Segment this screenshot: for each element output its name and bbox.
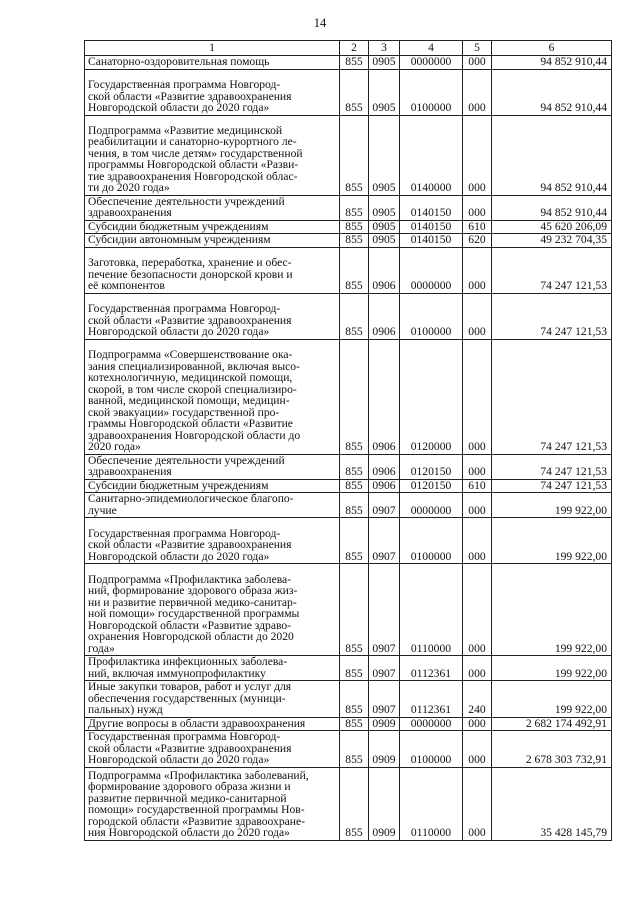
target-code-cell: 0112361 (400, 681, 463, 718)
table-row (85, 767, 612, 840)
amount-cell: 2 682 174 492,91 (492, 717, 612, 731)
expense-type-cell: 000 (463, 247, 492, 293)
row-name-cell: Государственная программа Новгород- ской области «Развитие здравоохранения Новгородской области до 2020 года» (85, 69, 340, 115)
ministry-code-cell: 855 (340, 681, 369, 718)
section-code-cell: 0906 (369, 479, 400, 493)
section-code-cell: 0906 (369, 293, 400, 339)
table-row (85, 115, 612, 195)
expense-type-cell: 610 (463, 479, 492, 493)
ministry-code-cell: 855 (340, 293, 369, 339)
amount-cell: 199 922,00 (492, 681, 612, 718)
expense-type-cell: 000 (463, 293, 492, 339)
target-code-cell: 0000000 (400, 56, 463, 70)
section-code-cell: 0905 (369, 69, 400, 115)
section-code-cell: 0909 (369, 731, 400, 768)
target-code-cell: 0000000 (400, 717, 463, 731)
target-code-cell: 0140150 (400, 234, 463, 248)
section-code-cell: 0906 (369, 454, 400, 479)
expense-type-cell: 000 (463, 69, 492, 115)
table-row (85, 564, 612, 656)
expense-type-cell: 000 (463, 493, 492, 518)
section-code-cell: 0906 (369, 339, 400, 454)
target-code-cell: 0140000 (400, 115, 463, 195)
expense-type-cell: 000 (463, 454, 492, 479)
target-code-cell: 0112361 (400, 656, 463, 681)
row-name-cell: Субсидии бюджетным учреждениям (85, 479, 340, 493)
target-code-cell: 0120150 (400, 454, 463, 479)
target-code-cell: 0120150 (400, 479, 463, 493)
amount-cell: 199 922,00 (492, 518, 612, 564)
table-row (85, 69, 612, 115)
section-code-cell: 0905 (369, 220, 400, 234)
row-name-cell: Санитарно-эпидемиологическое благопо- лучие (85, 493, 340, 518)
row-name-cell: Иные закупки товаров, работ и услуг для обеспечения государственных (муници- пальных) нужд (85, 681, 340, 718)
target-code-cell: 0110000 (400, 564, 463, 656)
ministry-code-cell: 855 (340, 220, 369, 234)
page-number: 14 (313, 16, 327, 30)
section-code-cell: 0907 (369, 493, 400, 518)
table-row (85, 234, 612, 248)
target-code-cell: 0000000 (400, 247, 463, 293)
table-row (85, 518, 612, 564)
table-row (85, 195, 612, 220)
target-code-cell: 0120000 (400, 339, 463, 454)
row-name-cell: Санаторно-оздоровительная помощь (85, 56, 340, 70)
section-code-cell: 0907 (369, 656, 400, 681)
section-code-cell: 0906 (369, 247, 400, 293)
section-code-cell: 0907 (369, 681, 400, 718)
amount-cell: 199 922,00 (492, 564, 612, 656)
ministry-code-cell: 855 (340, 493, 369, 518)
section-code-cell: 0909 (369, 717, 400, 731)
expense-type-cell: 620 (463, 234, 492, 248)
target-code-cell: 0100000 (400, 69, 463, 115)
ministry-code-cell: 855 (340, 479, 369, 493)
expense-type-cell: 000 (463, 656, 492, 681)
target-code-cell: 0100000 (400, 731, 463, 768)
header-cell: 3 (369, 41, 400, 56)
header-cell: 4 (400, 41, 463, 56)
amount-cell: 74 247 121,53 (492, 293, 612, 339)
amount-cell: 94 852 910,44 (492, 115, 612, 195)
table-row (85, 454, 612, 479)
section-code-cell: 0907 (369, 518, 400, 564)
target-code-cell: 0140150 (400, 220, 463, 234)
header-cell: 6 (492, 41, 612, 56)
amount-cell: 74 247 121,53 (492, 479, 612, 493)
table-row (85, 339, 612, 454)
row-name-cell: Государственная программа Новгород- ской области «Развитие здравоохранения Новгородской области до 2020 года» (85, 731, 340, 768)
target-code-cell: 0110000 (400, 767, 463, 840)
target-code-cell: 0000000 (400, 493, 463, 518)
amount-cell: 94 852 910,44 (492, 69, 612, 115)
ministry-code-cell: 855 (340, 339, 369, 454)
ministry-code-cell: 855 (340, 234, 369, 248)
table-row (85, 220, 612, 234)
row-name-cell: Подпрограмма «Развитие медицинской реабилитации и санаторно-курортного ле- чения, в том числе детям» государственной программы Новгородской области «Разви- тие здравоохранения Новгородской облас- ти до 2020 года» (85, 115, 340, 195)
table-header-row (85, 41, 612, 56)
amount-cell: 2 678 303 732,91 (492, 731, 612, 768)
ministry-code-cell: 855 (340, 56, 369, 70)
expense-type-cell: 610 (463, 220, 492, 234)
target-code-cell: 0100000 (400, 293, 463, 339)
row-name-cell: Обеспечение деятельности учреждений здравоохранения (85, 195, 340, 220)
ministry-code-cell: 855 (340, 656, 369, 681)
ministry-code-cell: 855 (340, 518, 369, 564)
amount-cell: 94 852 910,44 (492, 56, 612, 70)
amount-cell: 74 247 121,53 (492, 339, 612, 454)
amount-cell: 199 922,00 (492, 656, 612, 681)
target-code-cell: 0100000 (400, 518, 463, 564)
row-name-cell: Субсидии автономным учреждениям (85, 234, 340, 248)
target-code-cell: 0140150 (400, 195, 463, 220)
section-code-cell: 0909 (369, 767, 400, 840)
ministry-code-cell: 855 (340, 247, 369, 293)
row-name-cell: Подпрограмма «Совершенствование ока- зания специализированной, включая высо- котехнологичную, медицинской помощи, скорой, в том числе скорой специализиро- ванной, медицинской помощи, медицин- ской эвакуации» государственной про- граммы Новгородской области «Развитие здравоохранения Новгородской области до 2020 года» (85, 339, 340, 454)
header-cell: 5 (463, 41, 492, 56)
expense-type-cell: 000 (463, 339, 492, 454)
ministry-code-cell: 855 (340, 731, 369, 768)
table-row (85, 493, 612, 518)
section-code-cell: 0905 (369, 195, 400, 220)
ministry-code-cell: 855 (340, 454, 369, 479)
section-code-cell: 0905 (369, 56, 400, 70)
row-name-cell: Подпрограмма «Профилактика заболева- ний, формирование здорового образа жиз- ни и развитие первичной медико-санитар- ной помощи» государственной программы Новгородской области «Развитие здраво- охранения Новгородской области до 2020 года» (85, 564, 340, 656)
table-row (85, 479, 612, 493)
ministry-code-cell: 855 (340, 115, 369, 195)
amount-cell: 94 852 910,44 (492, 195, 612, 220)
amount-cell: 45 620 206,09 (492, 220, 612, 234)
table-row (85, 293, 612, 339)
expense-type-cell: 000 (463, 731, 492, 768)
expense-type-cell: 000 (463, 195, 492, 220)
expense-type-cell: 000 (463, 564, 492, 656)
budget-table (84, 40, 612, 841)
row-name-cell: Государственная программа Новгород- ской области «Развитие здравоохранения Новгородской области до 2020 года» (85, 518, 340, 564)
row-name-cell: Другие вопросы в области здравоохранения (85, 717, 340, 731)
section-code-cell: 0905 (369, 234, 400, 248)
row-name-cell: Заготовка, переработка, хранение и обес- печение безопасности донорской крови и её компонентов (85, 247, 340, 293)
ministry-code-cell: 855 (340, 717, 369, 731)
expense-type-cell: 000 (463, 518, 492, 564)
row-name-cell: Подпрограмма «Профилактика заболеваний, формирование здорового образа жизни и развитие первичной медико-санитарной помощи» государственной программы Нов- городской области «Развитие здравоохране- ния Новгородской области до 2020 года» (85, 767, 340, 840)
header-cell: 2 (340, 41, 369, 56)
expense-type-cell: 000 (463, 767, 492, 840)
ministry-code-cell: 855 (340, 767, 369, 840)
section-code-cell: 0905 (369, 115, 400, 195)
row-name-cell: Субсидии бюджетным учреждениям (85, 220, 340, 234)
row-name-cell: Государственная программа Новгород- ской области «Развитие здравоохранения Новгородской области до 2020 года» (85, 293, 340, 339)
header-cell: 1 (85, 41, 340, 56)
table-row (85, 56, 612, 70)
table-row (85, 717, 612, 731)
section-code-cell: 0907 (369, 564, 400, 656)
expense-type-cell: 000 (463, 115, 492, 195)
row-name-cell: Профилактика инфекционных заболева- ний, включая иммунопрофилактику (85, 656, 340, 681)
table-row (85, 656, 612, 681)
ministry-code-cell: 855 (340, 69, 369, 115)
amount-cell: 74 247 121,53 (492, 247, 612, 293)
amount-cell: 35 428 145,79 (492, 767, 612, 840)
ministry-code-cell: 855 (340, 564, 369, 656)
expense-type-cell: 000 (463, 717, 492, 731)
table-row (85, 681, 612, 718)
row-name-cell: Обеспечение деятельности учреждений здравоохранения (85, 454, 340, 479)
table-row (85, 731, 612, 768)
amount-cell: 49 232 704,35 (492, 234, 612, 248)
amount-cell: 199 922,00 (492, 493, 612, 518)
amount-cell: 74 247 121,53 (492, 454, 612, 479)
ministry-code-cell: 855 (340, 195, 369, 220)
table-row (85, 247, 612, 293)
expense-type-cell: 240 (463, 681, 492, 718)
expense-type-cell: 000 (463, 56, 492, 70)
